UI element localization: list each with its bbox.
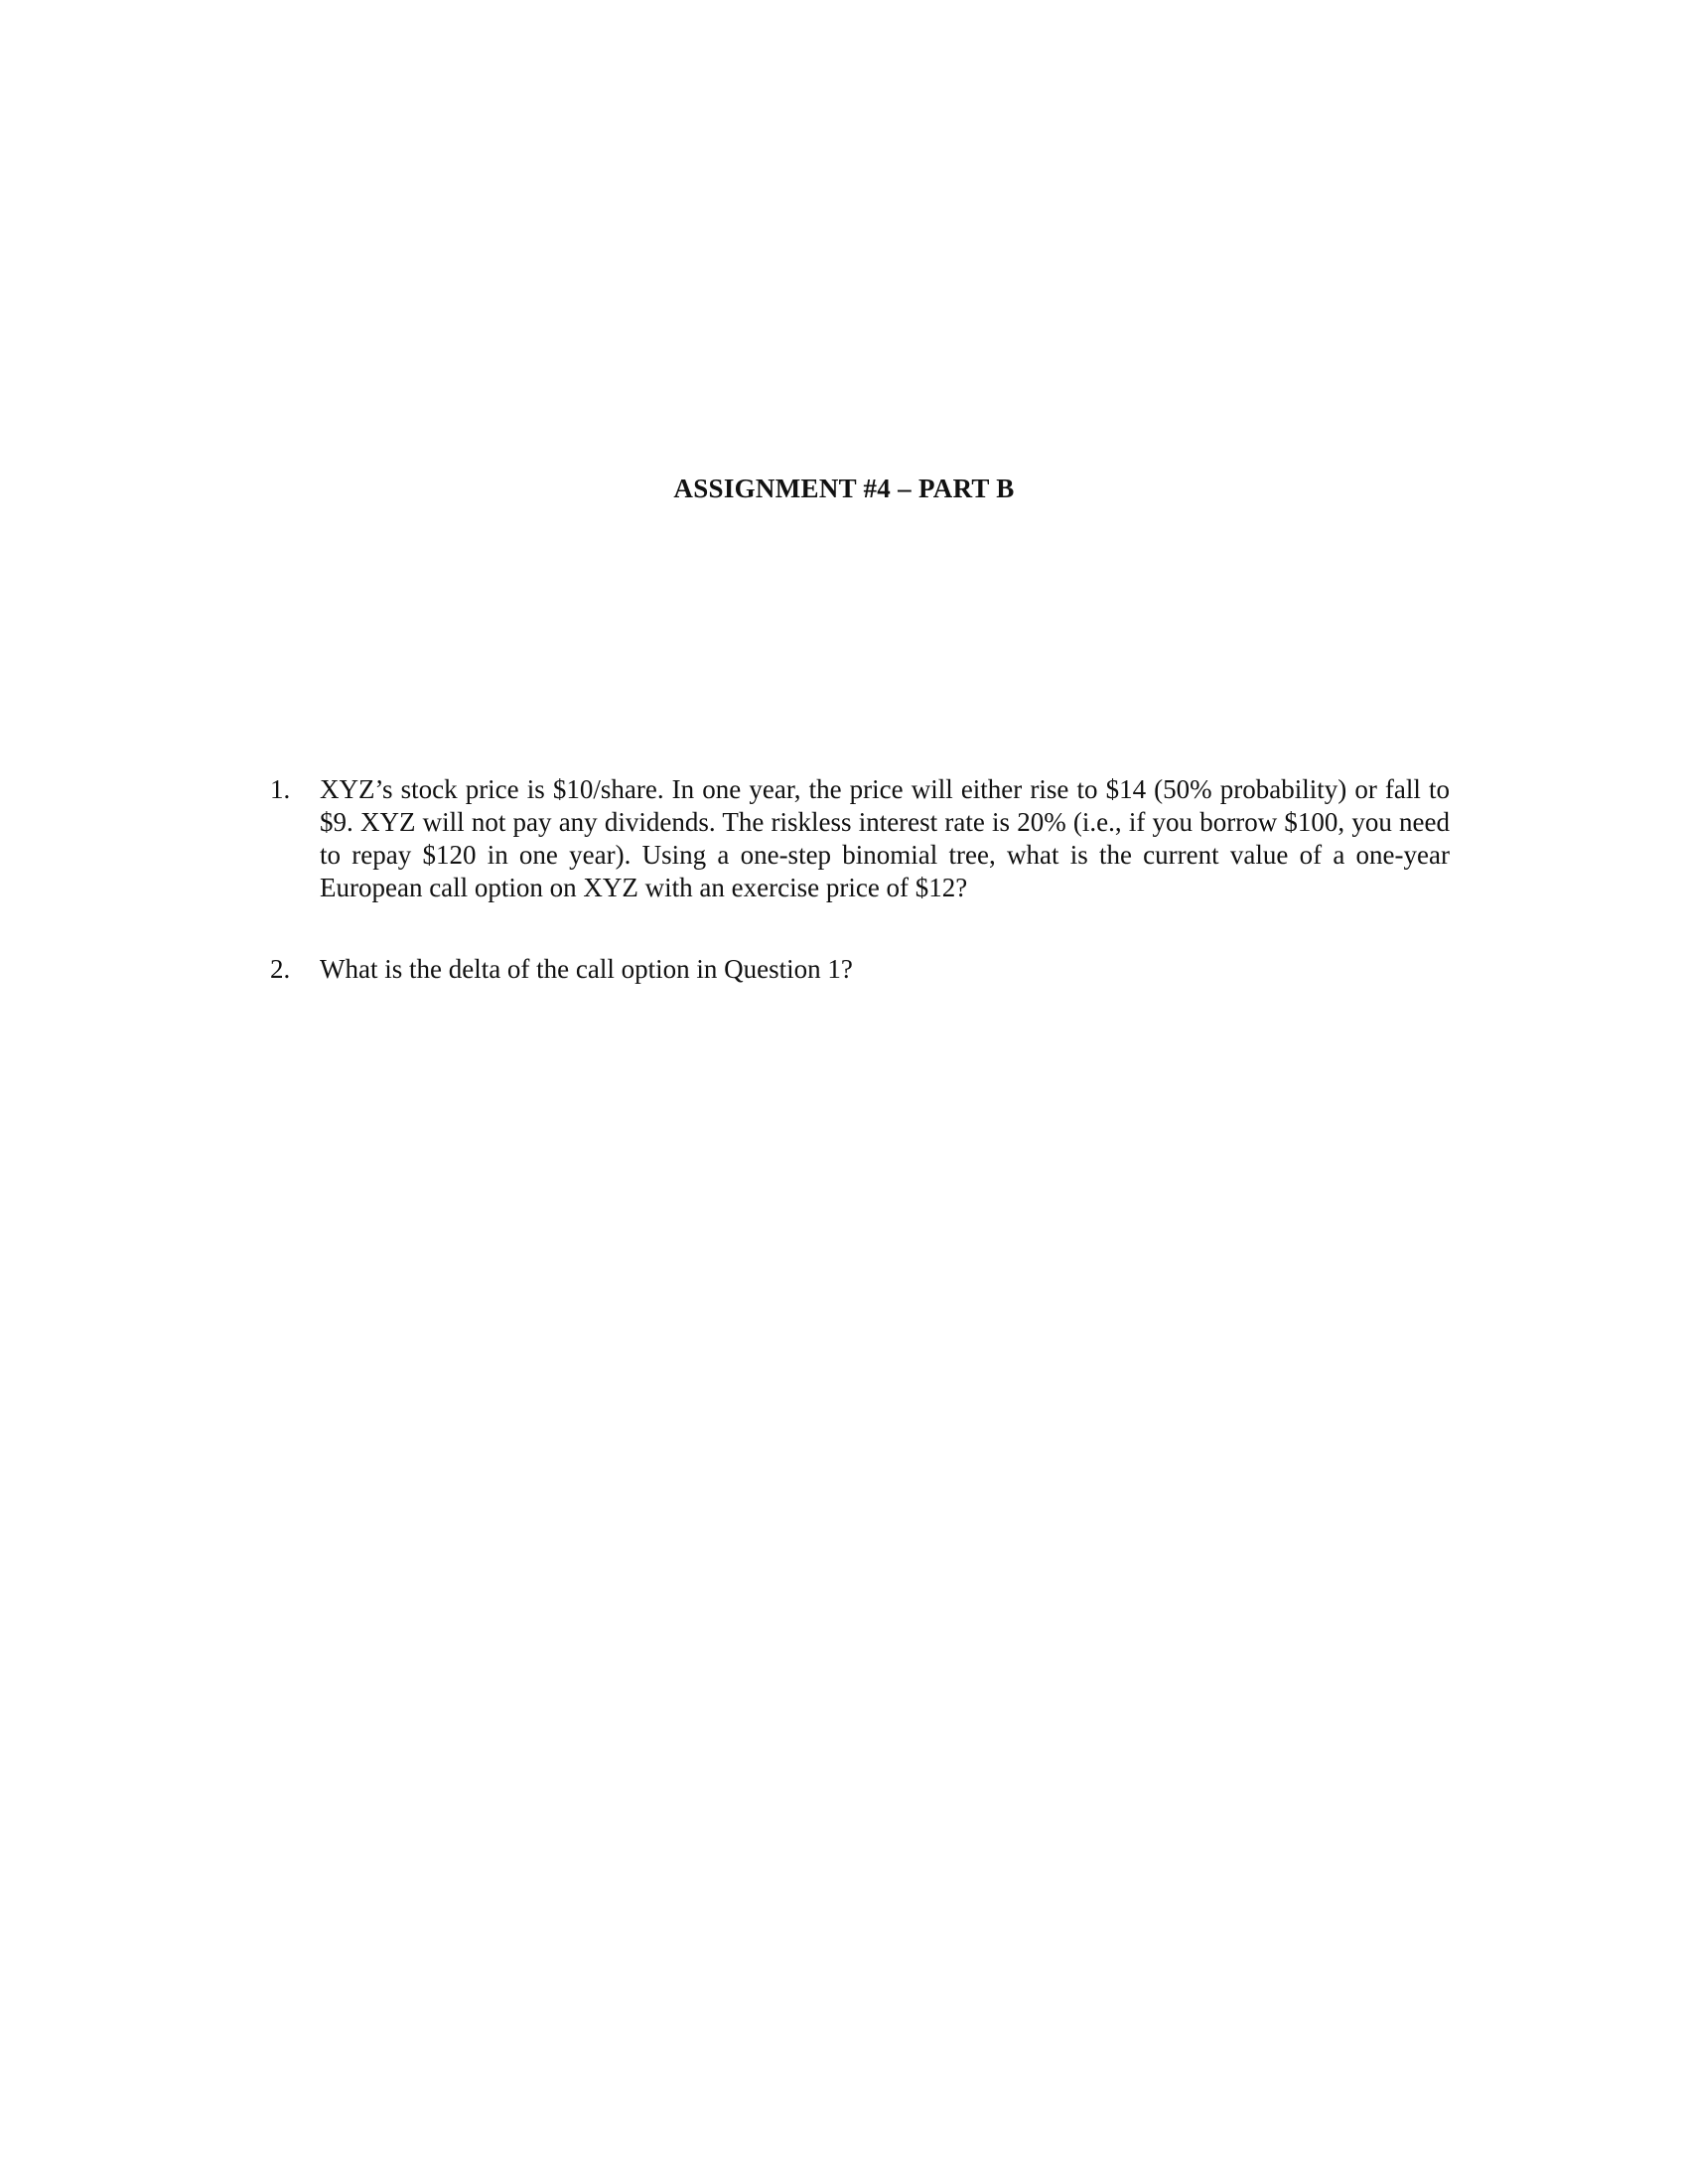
question-2 [268,953,1450,986]
question-1 [268,773,1450,904]
question-text: What is the delta of the call option in Question 1? [320,954,853,984]
assignment-title: ASSIGNMENT #4 – PART B [673,474,1015,503]
question-list [268,773,1450,986]
question-number: 1. [270,774,291,804]
question-number: 2. [270,954,291,984]
question-text: XYZ’s stock price is $10/share. In one year, the price will either rise to $14 (50% probability) or fall to $9. XYZ will not pay any dividends. The riskless interest rate is 20% (i.e., if you borrow $100, you need to repay $120 in one year). Using a one-step binomial tree, what is the current value of a one-year European call option on XYZ with an exercise price of $12? [320,774,1450,902]
